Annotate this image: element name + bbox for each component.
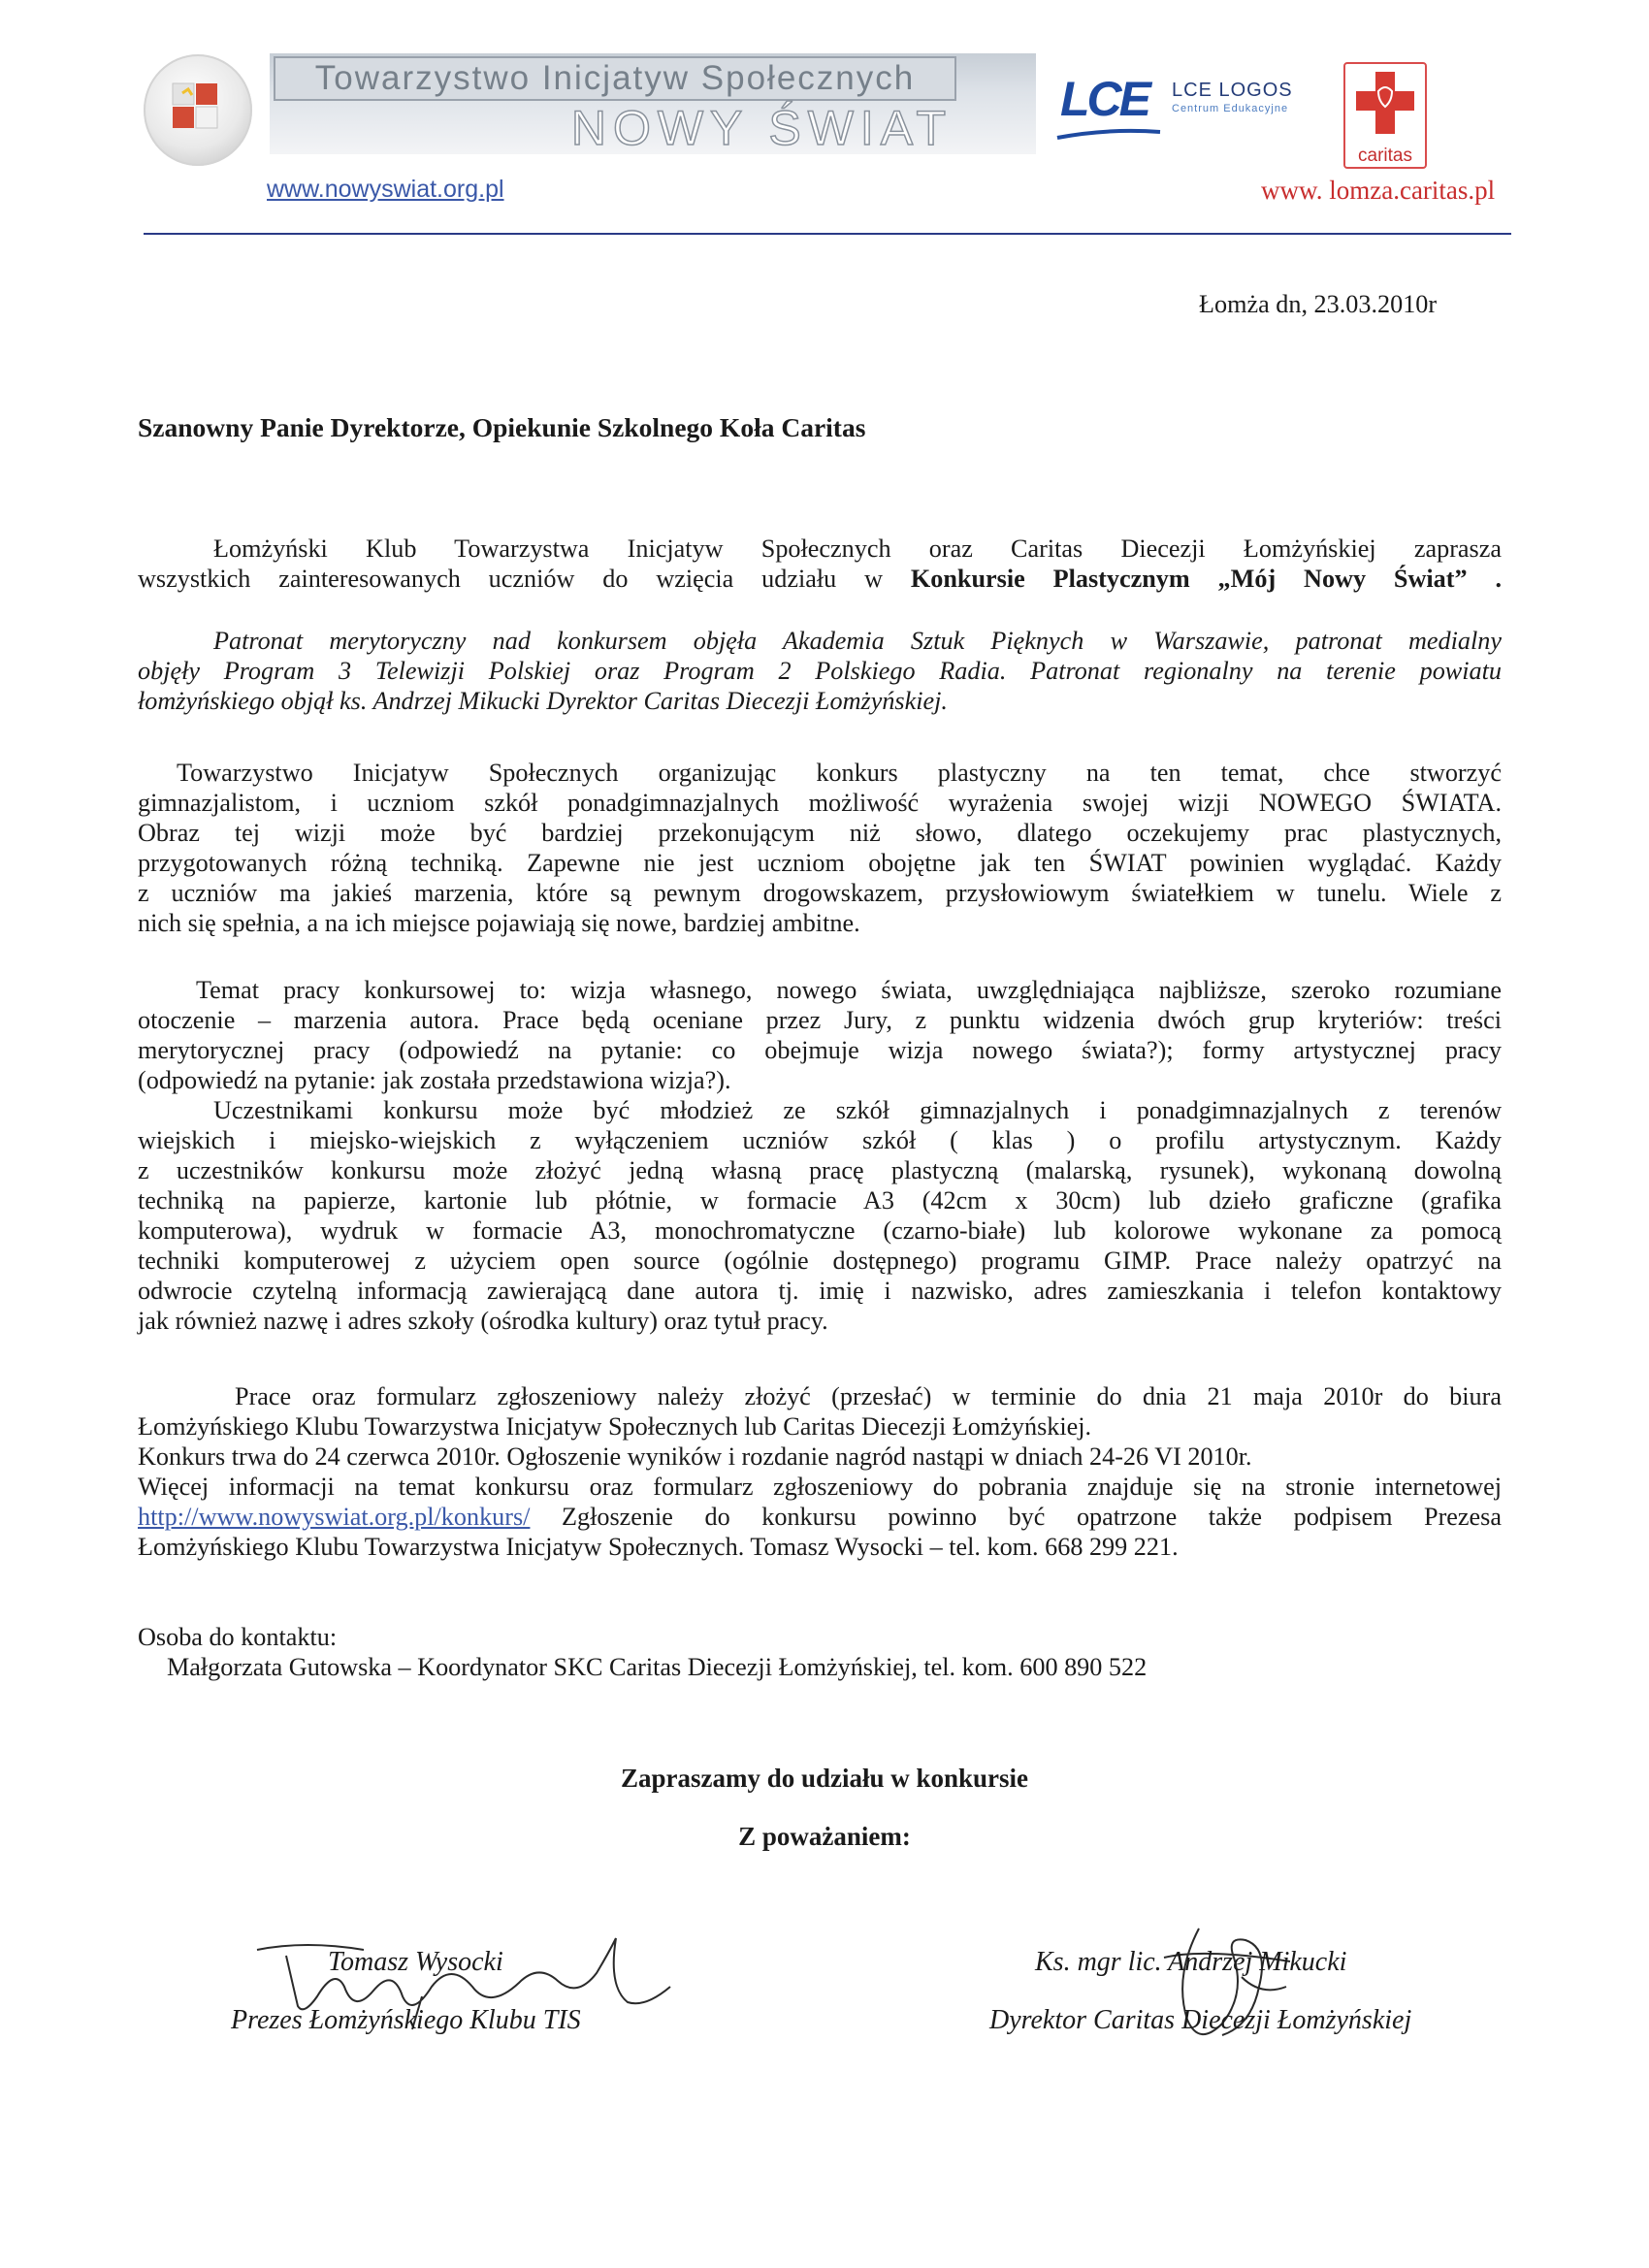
lce-logo: LCE bbox=[1060, 72, 1148, 126]
closing-regards: Z poważaniem: bbox=[738, 1822, 911, 1851]
org-name: Towarzystwo Inicjatyw Społecznych bbox=[274, 56, 956, 101]
tis-logo-icon bbox=[144, 54, 252, 166]
paragraph-line: otoczenie – marzenia autora. Prace będą oceniane przez Jury, z punktu widzenia dwóch grup kryteriów: treści bbox=[138, 1006, 1502, 1034]
letter-date: Łomża dn, 23.03.2010r bbox=[1199, 290, 1438, 318]
lce-subtitle: Centrum Edukacyjne bbox=[1172, 103, 1289, 114]
caritas-link[interactable]: www. lomza.caritas.pl bbox=[1261, 176, 1496, 205]
paragraph-line: gimnazjalistom, i uczniom szkół ponadgimnazjalnych możliwość wyrażenia swojej wizji NOWEGO ŚWIATA. bbox=[138, 789, 1502, 817]
signatory-1-name: Tomasz Wysocki bbox=[328, 1947, 503, 1977]
nowyswiat-link[interactable]: www.nowyswiat.org.pl bbox=[267, 176, 504, 203]
salutation: Szanowny Panie Dyrektorze, Opiekunie Szkolnego Koła Caritas bbox=[138, 412, 866, 442]
paragraph-line: wiejskich i miejsko-wiejskich z wyłączeniem uczniów szkół ( klas ) o profilu artystycznym. Każdy bbox=[138, 1126, 1502, 1154]
paragraph-line: Towarzystwo Inicjatyw Społecznych organizując konkurs plastyczny na ten temat, chce stworzyć bbox=[177, 759, 1502, 787]
paragraph-line: Obraz tej wizji może być bardziej przekonującym niż słowo, dlatego oczekujemy prac plastycznych, bbox=[138, 819, 1502, 847]
paragraph-line: merytorycznej pracy (odpowiedź na pytanie: co obejmuje wizja nowego świata?); formy artystycznej pracy bbox=[138, 1036, 1502, 1064]
paragraph-line bbox=[138, 564, 1502, 594]
paragraph-line: Łomżyński Klub Towarzystwa Inicjatyw Społecznych oraz Caritas Diecezji Łomżyńskiej zaprasza bbox=[213, 535, 1502, 563]
lce-name: LCE LOGOS bbox=[1172, 80, 1293, 101]
paragraph-line: techniką na papierze, kartonie lub płótnie, w formacie A3 (42cm x 30cm) lub dzieło graficzne (grafika bbox=[138, 1186, 1502, 1215]
paragraph-line: Temat pracy konkursowej to: wizja własnego, nowego świata, uwzględniająca najbliższe, szeroko rozumiane bbox=[196, 976, 1502, 1004]
paragraph-text: wszystkich zainteresowanych uczniów do wzięcia udziału w bbox=[138, 565, 911, 593]
contest-name: Konkursie Plastycznym „Mój Nowy Świat” . bbox=[910, 565, 1502, 593]
paragraph-line: komputerowa), wydruk w formacie A3, monochromatyczne (czarno-białe) lub kolorowe wykonane za pomocą bbox=[138, 1216, 1502, 1245]
paragraph-line: nich się spełnia, a na ich miejsce pojawiają się nowe, bardziej ambitne. bbox=[138, 909, 860, 937]
caritas-label: caritas bbox=[1358, 146, 1412, 166]
caritas-cross-icon bbox=[1345, 64, 1425, 144]
paragraph-line: Prace oraz formularz zgłoszeniowy należy złożyć (przesłać) w terminie do dnia 21 maja 2010r do biura bbox=[235, 1382, 1502, 1410]
paragraph-line: z uczniów ma jakieś marzenia, które są pewnym drogowskazem, przysłowiowym światełkiem w tunelu. Wiele z bbox=[138, 879, 1502, 907]
paragraph-line: techniki komputerowej z użyciem open source (ogólnie dostępnego) programu GIMP. Prace należy opatrzyć na bbox=[138, 1247, 1502, 1275]
contact-label: Osoba do kontaktu: bbox=[138, 1623, 338, 1651]
paragraph-text: Zgłoszenie do konkursu powinno być opatrzone także podpisem Prezesa bbox=[530, 1503, 1502, 1531]
patronage-line: objęły Program 3 Telewizji Polskiej oraz Program 2 Polskiego Radia. Patronat regionalny na terenie powiatu bbox=[138, 657, 1502, 685]
signatory-2-name: Ks. mgr lic. Andrzej Mikucki bbox=[1035, 1947, 1347, 1977]
paragraph-line: Łomżyńskiego Klubu Towarzystwa Inicjatyw Społecznych lub Caritas Diecezji Łomżyńskiej. bbox=[138, 1412, 1092, 1441]
paragraph-line: Więcej informacji na temat konkursu oraz formularz zgłoszeniowy do pobrania znajduje się na stronie internetowej bbox=[138, 1473, 1502, 1501]
signatory-2-title: Dyrektor Caritas Diecezji Łomżyńskiej bbox=[989, 2005, 1412, 2035]
patronage-line: Patronat merytoryczny nad konkursem objęła Akademia Sztuk Pięknych w Warszawie, patronat medialny bbox=[213, 627, 1502, 655]
paragraph-line: przygotowanych różną techniką. Zapewne nie jest uczniom obojętne jak ten ŚWIAT powinien wyglądać. Każdy bbox=[138, 849, 1502, 877]
patronage-line: łomżyńskiego objął ks. Andrzej Mikucki Dyrektor Caritas Diecezji Łomżyńskiej. bbox=[138, 687, 948, 715]
paragraph-line bbox=[138, 1502, 1502, 1532]
paragraph-line: Konkurs trwa do 24 czerwca 2010r. Ogłoszenie wyników i rozdanie nagród nastąpi w dniach 24-26 VI 2010r. bbox=[138, 1442, 1252, 1471]
paragraph-line: odwrocie czytelną informacją zawierającą dane autora tj. imię i nazwisko, adres zamieszkania i telefon kontaktowy bbox=[138, 1277, 1502, 1305]
org-brand: NOWY ŚWIAT bbox=[570, 101, 953, 155]
header-divider bbox=[144, 233, 1511, 235]
closing-invitation: Zapraszamy do udziału w konkursie bbox=[620, 1764, 1029, 1793]
contact-person: Małgorzata Gutowska – Koordynator SKC Caritas Diecezji Łomżyńskiej, tel. kom. 600 890 522 bbox=[167, 1653, 1148, 1681]
lce-swoosh-icon bbox=[1055, 126, 1162, 142]
signatory-1-title: Prezes Łomżyńskiego Klubu TIS bbox=[231, 2005, 581, 2035]
paragraph-line: Uczestnikami konkursu może być młodzież ze szkół gimnazjalnych i ponadgimnazjalnych z terenów bbox=[213, 1096, 1502, 1124]
paragraph-line: Łomżyńskiego Klubu Towarzystwa Inicjatyw Społecznych. Tomasz Wysocki – tel. kom. 668 299 221. bbox=[138, 1533, 1179, 1561]
contest-url-link[interactable]: http://www.nowyswiat.org.pl/konkurs/ bbox=[138, 1503, 531, 1531]
paragraph-line: jak również nazwę i adres szkoły (ośrodka kultury) oraz tytuł pracy. bbox=[138, 1307, 828, 1335]
paragraph-line: z uczestników konkursu może złożyć jedną własną pracę plastyczną (malarską, rysunek), wykonaną dowolną bbox=[138, 1156, 1502, 1184]
paragraph-line: (odpowiedź na pytanie: jak została przedstawiona wizja?). bbox=[138, 1066, 731, 1094]
